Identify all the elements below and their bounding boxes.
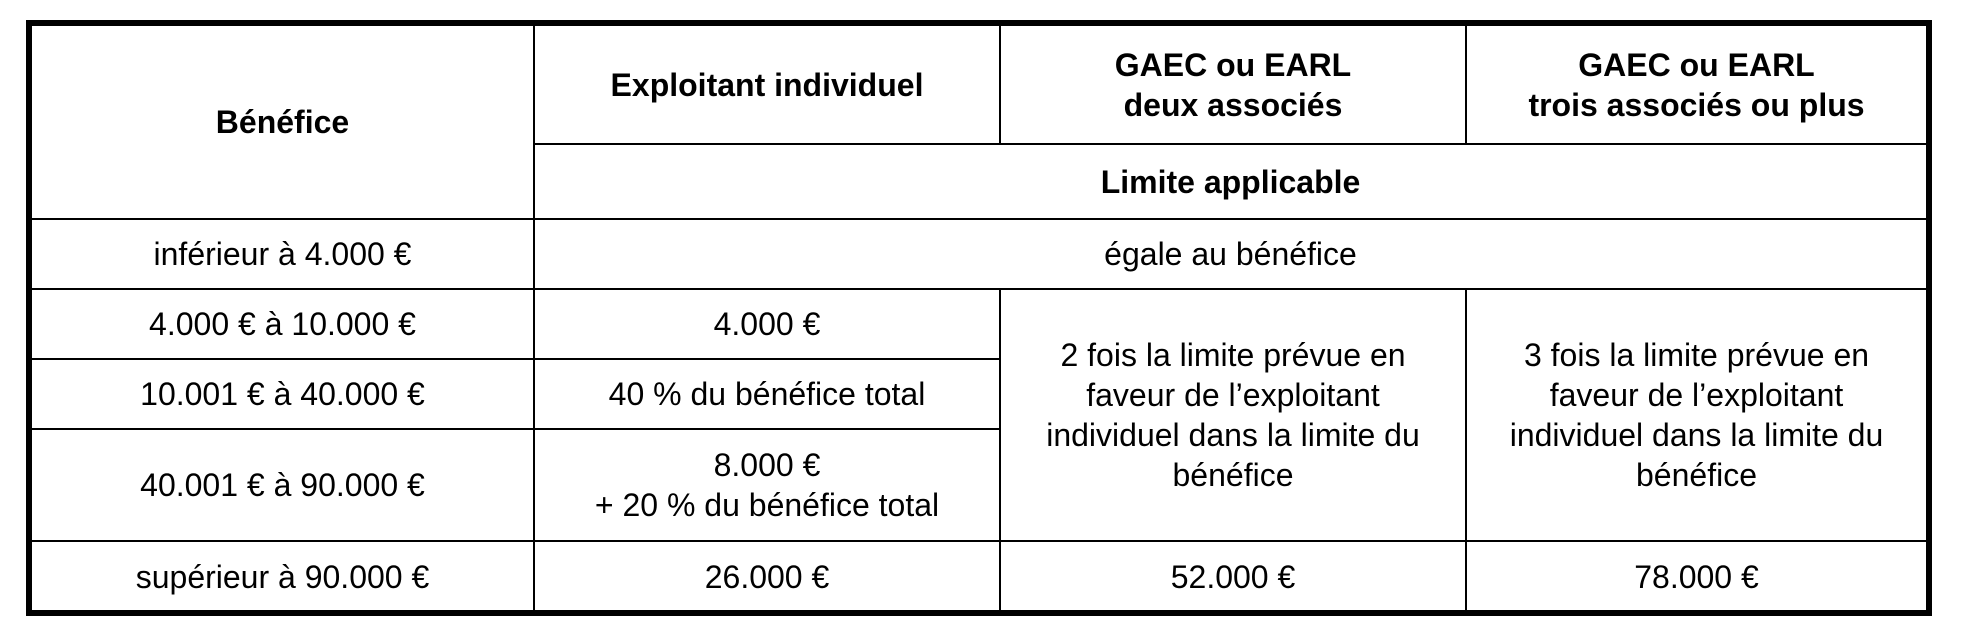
row5-gaec-three: 78.000 €	[1466, 541, 1926, 612]
table-row	[32, 541, 1926, 612]
row4-exploitant	[534, 429, 1000, 541]
row2-exploitant: 4.000 €	[534, 289, 1000, 359]
row4-exploitant-line2: + 20 % du bénéfice total	[594, 487, 940, 523]
header-gaec-three-line2: trois associés ou plus	[1528, 86, 1865, 123]
merged-gaec-three-line: bénéfice	[1636, 457, 1757, 493]
header-limite-applicable: Limite applicable	[534, 144, 1926, 219]
header-exploitant: Exploitant individuel	[534, 26, 1000, 144]
row4-exploitant-line1: 8.000 €	[713, 447, 821, 483]
row5-range: supérieur à 90.000 €	[32, 541, 534, 612]
merged-gaec-three	[1466, 289, 1926, 541]
merged-gaec-two-line: bénéfice	[1172, 457, 1294, 493]
header-gaec-two-line1: GAEC ou EARL	[1114, 46, 1352, 83]
merged-gaec-two-line: 2 fois la limite prévue en	[1060, 337, 1406, 373]
merged-gaec-three-line: individuel dans la limite du	[1509, 417, 1884, 453]
merged-gaec-three-line: faveur de l’exploitant	[1549, 377, 1844, 413]
header-gaec-two	[1000, 26, 1466, 144]
merged-gaec-two	[1000, 289, 1466, 541]
row2-range: 4.000 € à 10.000 €	[32, 289, 534, 359]
header-row	[32, 26, 1926, 144]
row5-exploitant: 26.000 €	[534, 541, 1000, 612]
row4-range: 40.001 € à 90.000 €	[32, 429, 534, 541]
limits-table	[32, 26, 1926, 612]
row3-range: 10.001 € à 40.000 €	[32, 359, 534, 429]
table-row	[32, 289, 1926, 359]
header-gaec-three	[1466, 26, 1926, 144]
header-gaec-two-line2: deux associés	[1123, 86, 1343, 123]
header-benefice: Bénéfice	[32, 26, 534, 219]
row3-exploitant: 40 % du bénéfice total	[534, 359, 1000, 429]
row5-gaec-two: 52.000 €	[1000, 541, 1466, 612]
merged-gaec-two-line: individuel dans la limite du	[1046, 417, 1420, 453]
limits-table-frame	[26, 20, 1932, 616]
table-row	[32, 219, 1926, 289]
merged-gaec-two-line: faveur de l’exploitant	[1086, 377, 1380, 413]
row1-range: inférieur à 4.000 €	[32, 219, 534, 289]
row1-value: égale au bénéfice	[534, 219, 1926, 289]
merged-gaec-three-line: 3 fois la limite prévue en	[1523, 337, 1870, 373]
header-gaec-three-line1: GAEC ou EARL	[1578, 46, 1815, 83]
